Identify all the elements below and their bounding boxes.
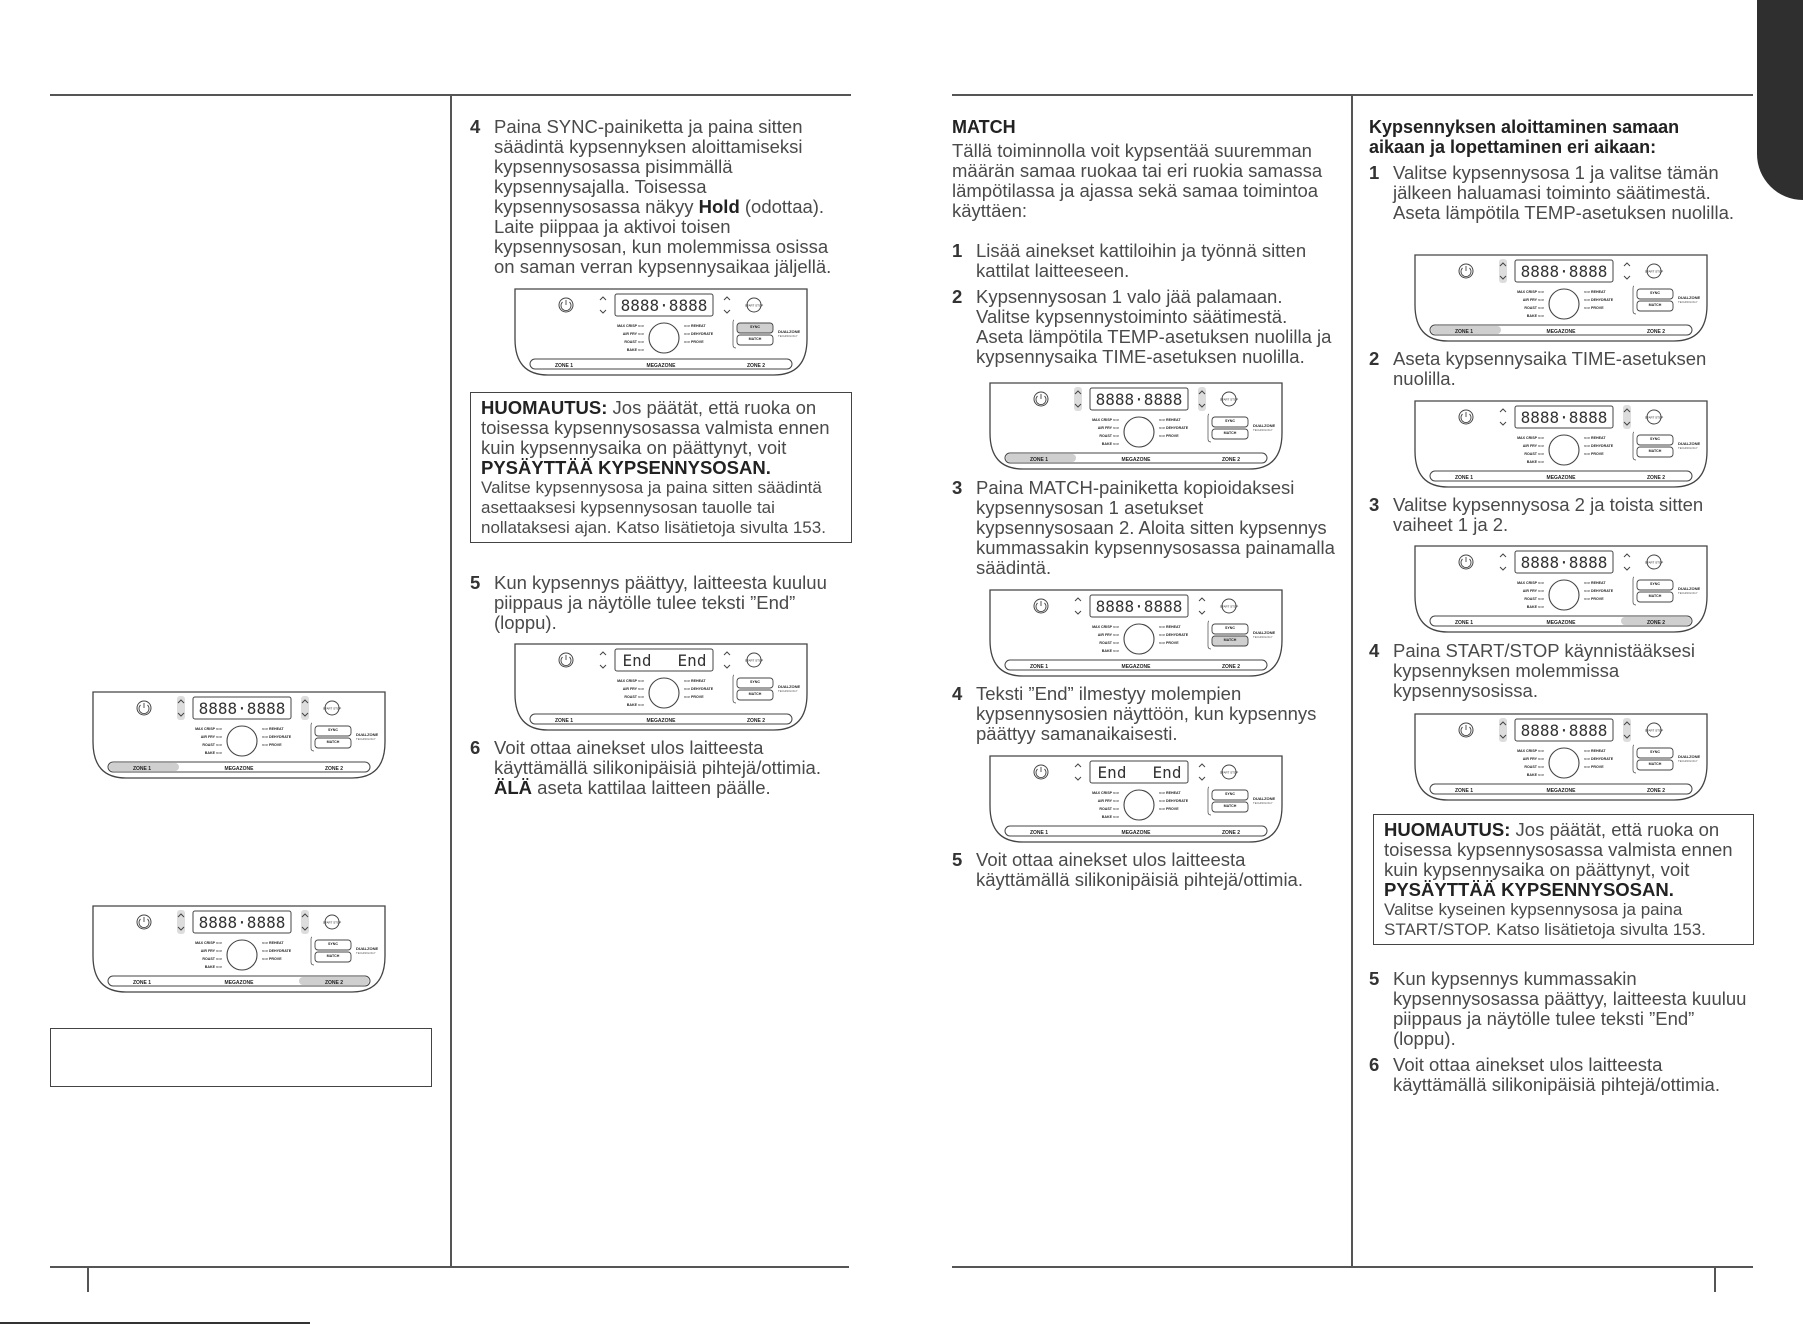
svg-text:MATCH: MATCH	[1223, 431, 1237, 435]
column-2	[470, 117, 852, 277]
step-6	[1369, 1055, 1761, 1095]
svg-text:START STOP: START STOP	[744, 303, 764, 308]
mode-label: AIR FRY ⊂⊃	[200, 735, 222, 739]
mode-label: AIR FRY ⊂⊃	[622, 332, 644, 336]
step-text: Kun kypsennys päättyy, laitteesta kuuluu piippaus ja näytölle tulee teksti ”End” (loppu).	[494, 572, 827, 633]
column-4-step2	[1369, 349, 1761, 389]
mode-label: ⊂⊃ DEHYDRATE	[1159, 633, 1189, 637]
svg-text:ZONE 1: ZONE 1	[1454, 620, 1474, 626]
svg-text:TECHNOLOGY: TECHNOLOGY	[1678, 446, 1698, 450]
mode-label: ⊂⊃ REHEAT	[1584, 581, 1606, 585]
column-4	[1369, 117, 1761, 223]
mode-label: ⊂⊃ DEHYDRATE	[684, 332, 714, 336]
svg-text:ZONE 2: ZONE 2	[746, 363, 766, 369]
step-number: 4	[1369, 640, 1380, 661]
step-3	[1369, 495, 1761, 535]
svg-text:MEGAZONE: MEGAZONE	[1546, 788, 1576, 794]
svg-text:MEGAZONE: MEGAZONE	[1121, 664, 1151, 670]
mode-label: ⊂⊃ DEHYDRATE	[262, 735, 292, 739]
mode-label: ⊂⊃ REHEAT	[684, 679, 706, 683]
mode-label: MAX CRISP ⊂⊃	[195, 727, 222, 731]
step-5	[470, 573, 852, 633]
step-text: Lisää ainekset kattiloihin ja työnnä sitten kattilat laitteeseen.	[976, 240, 1307, 281]
mode-label: MAX CRISP ⊂⊃	[1517, 436, 1544, 440]
mode-label: AIR FRY ⊂⊃	[1522, 298, 1544, 302]
svg-text:MATCH: MATCH	[1648, 594, 1662, 598]
svg-text:8888·8888: 8888·8888	[1095, 390, 1183, 409]
note-bold: PYSÄYTTÄÄ KYPSENNYSOSAN.	[481, 457, 771, 478]
mode-label: ⊂⊃ PROVE	[262, 957, 282, 961]
step-2	[1369, 349, 1761, 389]
svg-text:ZONE 1: ZONE 1	[132, 766, 152, 772]
svg-text:TECHNOLOGY: TECHNOLOGY	[356, 951, 376, 955]
step-text: Voit ottaa ainekset ulos laitteesta käyttämällä silikonipäisiä pihtejä/ottimia.	[976, 849, 1303, 890]
step-3	[952, 478, 1337, 578]
step-text: Voit ottaa ainekset ulos laitteesta käyttämällä silikonipäisiä pihtejä/ottimia.	[494, 737, 821, 778]
svg-text:DUALZONE: DUALZONE	[1253, 630, 1276, 635]
svg-text:8888·8888: 8888·8888	[1520, 408, 1608, 427]
step-number: 2	[952, 286, 963, 307]
svg-text:TECHNOLOGY: TECHNOLOGY	[356, 737, 376, 741]
svg-text:DUALZONE: DUALZONE	[778, 329, 801, 334]
mode-label: AIR FRY ⊂⊃	[1097, 426, 1119, 430]
mode-label: BAKE ⊂⊃	[626, 348, 644, 352]
svg-text:DUALZONE: DUALZONE	[356, 732, 379, 737]
svg-text:START STOP: START STOP	[322, 920, 342, 925]
note-bold: PYSÄYTTÄÄ KYPSENNYSOSAN.	[1384, 879, 1674, 900]
svg-text:MEGAZONE: MEGAZONE	[646, 363, 676, 369]
svg-text:START STOP: START STOP	[1219, 397, 1239, 402]
mode-label: MAX CRISP ⊂⊃	[1517, 290, 1544, 294]
step-bold: ÄLÄ	[494, 777, 533, 798]
step-text: Paina MATCH-painiketta kopioidaksesi kypsennysosan 1 asetukset kypsennysosaan 2. Aloita sitten kypsennys kummassakin kypsennysosassa painamalla säädintä.	[976, 477, 1335, 578]
mode-label: ⊂⊃ PROVE	[1159, 807, 1179, 811]
svg-text:MATCH: MATCH	[1648, 762, 1662, 766]
svg-text:End: End	[677, 651, 707, 670]
note-label: HUOMAUTUS:	[1384, 819, 1511, 840]
svg-text:DUALZONE: DUALZONE	[1253, 423, 1276, 428]
step-text: Paina START/STOP käynnistääksesi kypsennyksen molemmissa kypsennysosissa.	[1393, 640, 1695, 701]
column-4-step4	[1369, 641, 1761, 701]
svg-text:MEGAZONE: MEGAZONE	[1546, 329, 1576, 335]
step-1	[1369, 163, 1761, 223]
control-panel-col4-1	[1412, 253, 1710, 342]
note-small-text: Valitse kyseinen kypsennysosa ja paina START/STOP. Katso lisätietoja sivulta 153.	[1384, 900, 1706, 939]
column-3-step5	[952, 850, 1337, 890]
svg-text:ZONE 2: ZONE 2	[1646, 620, 1666, 626]
column-3-step4	[952, 684, 1337, 744]
mode-label: BAKE ⊂⊃	[1526, 605, 1544, 609]
mode-label: ROAST ⊂⊃	[202, 743, 222, 747]
svg-text:DUALZONE: DUALZONE	[1253, 796, 1276, 801]
step-number: 1	[952, 240, 963, 261]
control-panel-end-col2	[512, 642, 810, 731]
control-panel-match	[987, 588, 1285, 677]
step-number: 4	[470, 116, 481, 137]
svg-text:8888·8888: 8888·8888	[1520, 721, 1608, 740]
mode-label: MAX CRISP ⊂⊃	[1092, 418, 1119, 422]
mode-label: ⊂⊃ DEHYDRATE	[1159, 799, 1189, 803]
svg-text:8888·8888: 8888·8888	[198, 913, 286, 932]
chapter-tab	[1757, 0, 1803, 200]
column-3-step3	[952, 478, 1337, 578]
mode-label: ⊂⊃ DEHYDRATE	[1584, 444, 1614, 448]
svg-text:TECHNOLOGY: TECHNOLOGY	[778, 689, 798, 693]
svg-text:MATCH: MATCH	[1223, 638, 1237, 642]
note-label: HUOMAUTUS:	[481, 397, 608, 418]
step-1	[952, 241, 1337, 281]
mode-label: ⊂⊃ REHEAT	[1159, 625, 1181, 629]
svg-text:START STOP: START STOP	[1644, 415, 1664, 420]
mode-label: ⊂⊃ REHEAT	[262, 727, 284, 731]
mode-label: ⊂⊃ PROVE	[262, 743, 282, 747]
svg-text:8888·8888: 8888·8888	[198, 699, 286, 718]
mode-label: ⊂⊃ PROVE	[1584, 597, 1604, 601]
step-text: Valitse kypsennysosa 1 ja valitse tämän jälkeen haluamasi toiminto säätimestä. Aseta lämpötila TEMP-asetuksen nuolilla.	[1393, 162, 1735, 223]
svg-text:TECHNOLOGY: TECHNOLOGY	[1678, 759, 1698, 763]
mode-label: BAKE ⊂⊃	[626, 703, 644, 707]
svg-text:SYNC: SYNC	[1650, 582, 1660, 586]
svg-text:DUALZONE: DUALZONE	[356, 946, 379, 951]
step-number: 3	[1369, 494, 1380, 515]
svg-text:TECHNOLOGY: TECHNOLOGY	[1253, 428, 1273, 432]
svg-text:ZONE 2: ZONE 2	[1221, 664, 1241, 670]
mode-label: AIR FRY ⊂⊃	[1097, 799, 1119, 803]
mode-label: MAX CRISP ⊂⊃	[1092, 791, 1119, 795]
svg-text:ZONE 2: ZONE 2	[1646, 329, 1666, 335]
step-text: Voit ottaa ainekset ulos laitteesta käyttämällä silikonipäisiä pihtejä/ottimia.	[1393, 1054, 1720, 1095]
mode-label: ROAST ⊂⊃	[1524, 765, 1544, 769]
bottom-rule-right	[952, 1266, 1753, 1268]
mode-label: ⊂⊃ DEHYDRATE	[1584, 589, 1614, 593]
svg-text:ZONE 1: ZONE 1	[132, 980, 152, 986]
mode-label: ⊂⊃ PROVE	[1159, 434, 1179, 438]
svg-text:ZONE 1: ZONE 1	[1029, 664, 1049, 670]
svg-text:SYNC: SYNC	[1225, 626, 1235, 630]
svg-text:End: End	[1152, 763, 1182, 782]
svg-text:MATCH: MATCH	[748, 692, 762, 696]
svg-text:SYNC: SYNC	[1650, 750, 1660, 754]
step-6	[470, 738, 852, 798]
step-5	[952, 850, 1337, 890]
control-panel-left-2	[90, 904, 388, 993]
svg-text:ZONE 2: ZONE 2	[324, 980, 344, 986]
mode-label: MAX CRISP ⊂⊃	[1092, 625, 1119, 629]
svg-text:TECHNOLOGY: TECHNOLOGY	[1678, 591, 1698, 595]
svg-text:MATCH: MATCH	[326, 740, 340, 744]
svg-text:ZONE 1: ZONE 1	[554, 363, 574, 369]
step-number: 5	[952, 849, 963, 870]
svg-text:SYNC: SYNC	[1225, 419, 1235, 423]
mode-label: ⊂⊃ REHEAT	[1159, 791, 1181, 795]
column-2-lower	[470, 573, 852, 633]
step-text: Kypsennysosan 1 valo jää palamaan. Valitse kypsennystoiminto säätimestä. Aseta lämpötila TEMP-asetuksen nuolilla ja kypsennysaika TIME-asetuksen nuolilla.	[976, 286, 1332, 367]
mode-label: ⊂⊃ REHEAT	[1584, 749, 1606, 753]
mode-label: AIR FRY ⊂⊃	[1522, 589, 1544, 593]
mode-label: AIR FRY ⊂⊃	[622, 687, 644, 691]
svg-text:START STOP: START STOP	[1219, 604, 1239, 609]
svg-text:START STOP: START STOP	[1644, 269, 1664, 274]
svg-text:DUALZONE: DUALZONE	[1678, 441, 1701, 446]
mode-label: MAX CRISP ⊂⊃	[1517, 749, 1544, 753]
mode-label: ROAST ⊂⊃	[624, 695, 644, 699]
mode-label: ⊂⊃ DEHYDRATE	[262, 949, 292, 953]
mode-label: ROAST ⊂⊃	[1099, 807, 1119, 811]
step-number: 1	[1369, 162, 1380, 183]
mode-label: ⊂⊃ PROVE	[684, 695, 704, 699]
svg-text:8888·8888: 8888·8888	[620, 296, 708, 315]
mode-label: MAX CRISP ⊂⊃	[195, 941, 222, 945]
mode-label: AIR FRY ⊂⊃	[1522, 444, 1544, 448]
svg-text:End: End	[1097, 763, 1127, 782]
mode-label: ⊂⊃ REHEAT	[1584, 436, 1606, 440]
svg-text:START STOP: START STOP	[1644, 560, 1664, 565]
column-4-step3	[1369, 495, 1761, 535]
mode-label: ROAST ⊂⊃	[202, 957, 222, 961]
mode-label: MAX CRISP ⊂⊃	[1517, 581, 1544, 585]
svg-text:SYNC: SYNC	[750, 680, 760, 684]
mode-label: ROAST ⊂⊃	[1524, 306, 1544, 310]
mode-label: MAX CRISP ⊂⊃	[617, 679, 644, 683]
step-text: Teksti ”End” ilmestyy molempien kypsennysosien näyttöön, kun kypsennys päättyy samanaikaisesti.	[976, 683, 1317, 744]
svg-text:MATCH: MATCH	[748, 337, 762, 341]
column-3	[952, 117, 1337, 367]
step-text: Valitse kypsennysosa 2 ja toista sitten vaiheet 1 ja 2.	[1393, 494, 1704, 535]
mode-label: ⊂⊃ PROVE	[1159, 641, 1179, 645]
footer-tick-right	[1714, 1266, 1716, 1292]
svg-text:MEGAZONE: MEGAZONE	[224, 766, 254, 772]
svg-text:ZONE 2: ZONE 2	[324, 766, 344, 772]
step-number: 5	[470, 572, 481, 593]
mode-label: ⊂⊃ PROVE	[1584, 452, 1604, 456]
svg-text:ZONE 2: ZONE 2	[1646, 788, 1666, 794]
mode-label: BAKE ⊂⊃	[1101, 442, 1119, 446]
svg-text:SYNC: SYNC	[1650, 291, 1660, 295]
note-box-col2	[470, 392, 852, 543]
bottom-rule-left	[50, 1266, 849, 1268]
svg-text:MEGAZONE: MEGAZONE	[1121, 457, 1151, 463]
step-4	[470, 117, 852, 277]
mode-label: ⊂⊃ DEHYDRATE	[1159, 426, 1189, 430]
svg-text:MEGAZONE: MEGAZONE	[224, 980, 254, 986]
footer-tick-left	[87, 1266, 89, 1292]
svg-text:SYNC: SYNC	[328, 728, 338, 732]
step-text: Paina SYNC-painiketta ja paina sitten säädintä kypsennyksen aloittamiseksi kypsennysosassa pisimmällä kypsennysajalla. Toisessa kypsennysosassa näkyy	[494, 116, 803, 217]
svg-text:DUALZONE: DUALZONE	[778, 684, 801, 689]
mode-label: BAKE ⊂⊃	[204, 965, 222, 969]
step-bold: Hold	[698, 196, 740, 217]
svg-text:ZONE 2: ZONE 2	[1221, 830, 1241, 836]
svg-text:ZONE 1: ZONE 1	[1029, 830, 1049, 836]
svg-text:START STOP: START STOP	[744, 658, 764, 663]
control-panel-end-col3	[987, 754, 1285, 843]
svg-text:TECHNOLOGY: TECHNOLOGY	[778, 334, 798, 338]
svg-text:ZONE 1: ZONE 1	[1029, 457, 1049, 463]
svg-text:8888·8888: 8888·8888	[1520, 262, 1608, 281]
column-4-lower	[1369, 969, 1761, 1095]
svg-text:ZONE 2: ZONE 2	[1646, 475, 1666, 481]
control-panel-col4-3	[1412, 544, 1710, 633]
section-heading-start-same: Kypsennyksen aloittaminen samaan aikaan ja lopettaminen eri aikaan:	[1369, 117, 1680, 157]
svg-text:TECHNOLOGY: TECHNOLOGY	[1253, 801, 1273, 805]
step-number: 6	[470, 737, 481, 758]
svg-text:8888·8888: 8888·8888	[1095, 597, 1183, 616]
column-divider-2	[1351, 94, 1353, 1266]
svg-text:ZONE 2: ZONE 2	[1221, 457, 1241, 463]
mode-label: ⊂⊃ REHEAT	[1584, 290, 1606, 294]
svg-text:ZONE 1: ZONE 1	[554, 718, 574, 724]
svg-text:MEGAZONE: MEGAZONE	[1546, 620, 1576, 626]
note-small-text: Valitse kypsennysosa ja paina sitten säädintä asettaaksesi kypsennysosan tauolle tai nollataksesi ajan. Katso lisätietoja sivulta 153.	[481, 478, 826, 537]
svg-text:TECHNOLOGY: TECHNOLOGY	[1253, 635, 1273, 639]
mode-label: BAKE ⊂⊃	[204, 751, 222, 755]
mode-label: BAKE ⊂⊃	[1526, 773, 1544, 777]
svg-text:MEGAZONE: MEGAZONE	[646, 718, 676, 724]
step-number: 4	[952, 683, 963, 704]
mode-label: MAX CRISP ⊂⊃	[617, 324, 644, 328]
mode-label: ⊂⊃ REHEAT	[1159, 418, 1181, 422]
svg-text:START STOP: START STOP	[1219, 770, 1239, 775]
step-2	[952, 287, 1337, 367]
step-4	[952, 684, 1337, 744]
svg-text:TECHNOLOGY: TECHNOLOGY	[1678, 300, 1698, 304]
step-number: 6	[1369, 1054, 1380, 1075]
svg-text:START STOP: START STOP	[322, 706, 342, 711]
mode-label: BAKE ⊂⊃	[1526, 460, 1544, 464]
step-number: 5	[1369, 968, 1380, 989]
mode-label: AIR FRY ⊂⊃	[1097, 633, 1119, 637]
mode-label: ROAST ⊂⊃	[1524, 452, 1544, 456]
control-panel-col4-4	[1412, 712, 1710, 801]
svg-text:8888·8888: 8888·8888	[1520, 553, 1608, 572]
mode-label: ROAST ⊂⊃	[1524, 597, 1544, 601]
step-5	[1369, 969, 1761, 1049]
step-4	[1369, 641, 1761, 701]
mode-label: AIR FRY ⊂⊃	[1522, 757, 1544, 761]
svg-text:End: End	[622, 651, 652, 670]
svg-text:DUALZONE: DUALZONE	[1678, 586, 1701, 591]
svg-text:SYNC: SYNC	[1650, 437, 1660, 441]
svg-text:MATCH: MATCH	[1648, 303, 1662, 307]
top-rule-right	[952, 94, 1753, 96]
mode-label: AIR FRY ⊂⊃	[200, 949, 222, 953]
mode-label: ROAST ⊂⊃	[624, 340, 644, 344]
mode-label: ROAST ⊂⊃	[1099, 641, 1119, 645]
svg-text:ZONE 1: ZONE 1	[1454, 329, 1474, 335]
svg-text:SYNC: SYNC	[750, 325, 760, 329]
empty-note-box	[50, 1028, 432, 1087]
mode-label: BAKE ⊂⊃	[1526, 314, 1544, 318]
column-2-bottom	[470, 738, 852, 798]
svg-text:MATCH: MATCH	[1648, 449, 1662, 453]
svg-text:START STOP: START STOP	[1644, 728, 1664, 733]
control-panel-left-1	[90, 690, 388, 779]
svg-text:ZONE 1: ZONE 1	[1454, 788, 1474, 794]
svg-text:MEGAZONE: MEGAZONE	[1546, 475, 1576, 481]
control-panel-col4-2	[1412, 399, 1710, 488]
step-text: (odottaa). Laite piippaa ja aktivoi toisen kypsennysosan, kun molemmissa osissa on saman verran kypsennysaikaa jäljellä.	[494, 196, 832, 277]
svg-text:ZONE 2: ZONE 2	[746, 718, 766, 724]
step-text: Kun kypsennys kummassakin kypsennysosassa päättyy, laitteesta kuuluu piippaus ja näytölle tulee teksti ”End” (loppu).	[1393, 968, 1747, 1049]
mode-label: ⊂⊃ PROVE	[1584, 765, 1604, 769]
mode-label: ROAST ⊂⊃	[1099, 434, 1119, 438]
intro-text: Tällä toiminnolla voit kypsentää suuremman määrän samaa ruokaa tai eri ruokia samassa lämpötilassa ja ajassa sekä samaa toimintoa käyttäen:	[952, 140, 1323, 221]
svg-text:MATCH: MATCH	[1223, 804, 1237, 808]
svg-text:MEGAZONE: MEGAZONE	[1121, 830, 1151, 836]
control-panel-col3-1	[987, 381, 1285, 470]
mode-label: ⊂⊃ DEHYDRATE	[1584, 757, 1614, 761]
step-number: 2	[1369, 348, 1380, 369]
mode-label: BAKE ⊂⊃	[1101, 815, 1119, 819]
step-number: 3	[952, 477, 963, 498]
svg-text:MATCH: MATCH	[326, 954, 340, 958]
mode-label: ⊂⊃ REHEAT	[262, 941, 284, 945]
svg-text:SYNC: SYNC	[1225, 792, 1235, 796]
mode-label: ⊂⊃ PROVE	[1584, 306, 1604, 310]
mode-label: ⊂⊃ REHEAT	[684, 324, 706, 328]
column-divider-1	[450, 94, 452, 1266]
note-text: Jos päätät, että ruoka on toisessa kypsennysosassa valmista ennen kuin kypsennysaika on päättynyt, voit	[481, 397, 830, 458]
mode-label: ⊂⊃ PROVE	[684, 340, 704, 344]
svg-text:SYNC: SYNC	[328, 942, 338, 946]
note-box-col4	[1373, 814, 1754, 945]
note-text: Jos päätät, että ruoka on toisessa kypsennysosassa valmista ennen kuin kypsennysaika on päättynyt, voit	[1384, 819, 1733, 880]
svg-text:DUALZONE: DUALZONE	[1678, 754, 1701, 759]
control-panel-sync	[512, 287, 810, 376]
mode-label: BAKE ⊂⊃	[1101, 649, 1119, 653]
section-heading-match: MATCH	[952, 117, 1016, 137]
mode-label: ⊂⊃ DEHYDRATE	[684, 687, 714, 691]
svg-text:ZONE 1: ZONE 1	[1454, 475, 1474, 481]
step-text: Aseta kypsennysaika TIME-asetuksen nuolilla.	[1393, 348, 1707, 389]
step-text: aseta kattilaa laitteen päälle.	[532, 777, 771, 798]
mode-label: ⊂⊃ DEHYDRATE	[1584, 298, 1614, 302]
svg-text:DUALZONE: DUALZONE	[1678, 295, 1701, 300]
